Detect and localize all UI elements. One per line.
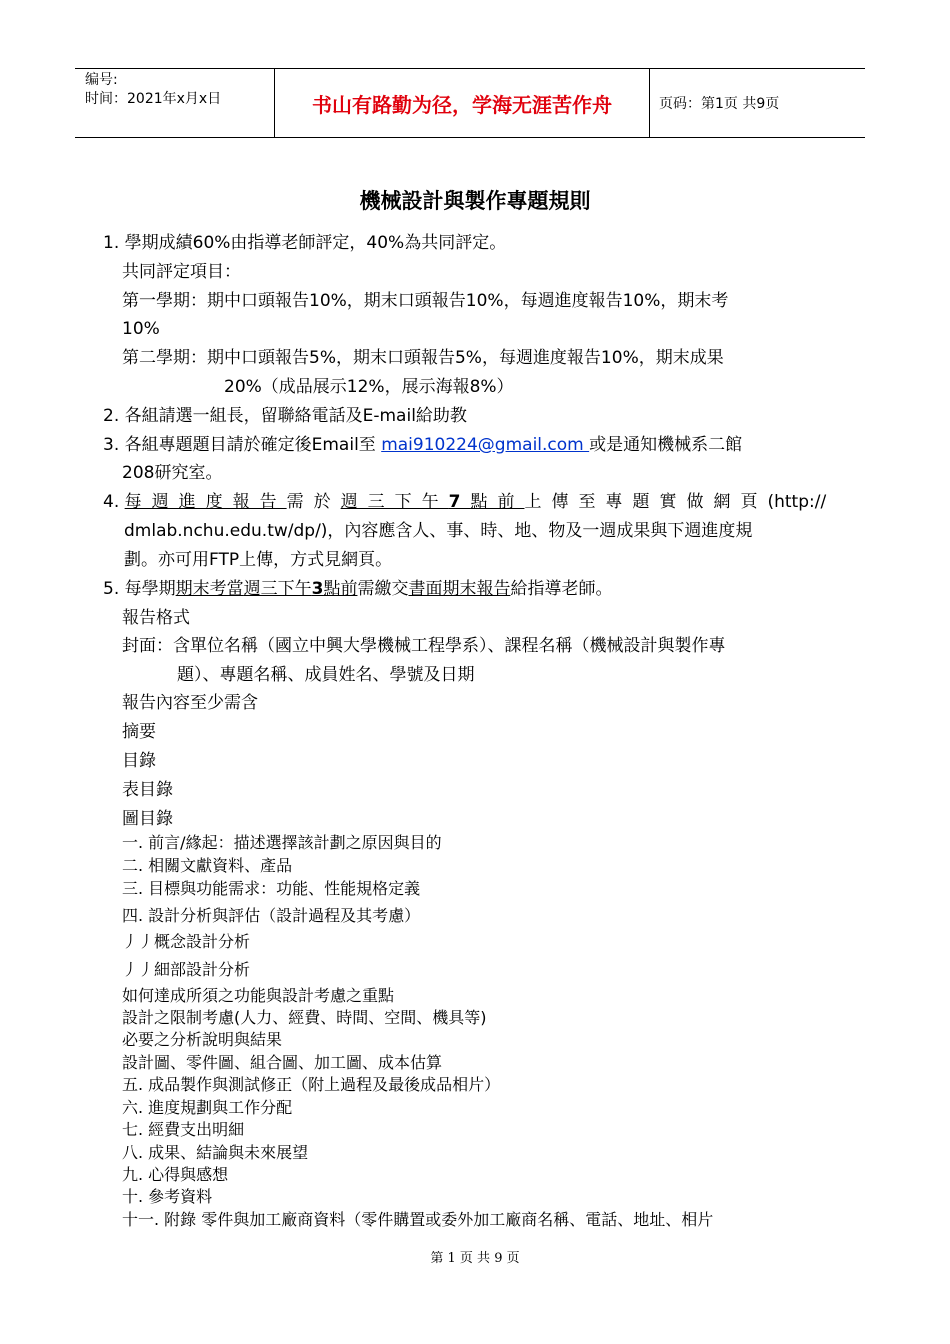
toc-item: 目錄 — [122, 751, 156, 771]
number-label: 编号: — [85, 72, 118, 88]
rule-4-weekly-report: 每週進度報告 — [124, 492, 287, 512]
table-list-item: 表目錄 — [122, 780, 173, 800]
detail-design-item: 丿丿細部設計分析 — [122, 960, 251, 979]
rule-4-hour: 7 — [448, 492, 471, 512]
semester-1-cont: 10% — [122, 319, 160, 339]
header-motto: 书山有路勤为径，学海无涯苦作舟 — [275, 69, 650, 137]
page-footer: 第 1 页 共 9 页 — [430, 1251, 520, 1266]
rule-5-f: 需繳交 — [357, 579, 409, 599]
cover-line-cont: 題）、專題名稱、成員姓名、學號及日期 — [177, 665, 475, 685]
document-title: 機械設計與製作專題規則 — [359, 189, 591, 213]
content-min-label: 報告內容至少需含 — [122, 693, 258, 713]
section-9: 九. 心得與感想 — [122, 1165, 229, 1184]
semester-1-line: 第一學期：期中口頭報告10%，期末口頭報告10%，每週進度報告10%，期末考 — [122, 291, 729, 311]
concept-design-item: 丿丿概念設計分析 — [122, 932, 251, 951]
rule-1: 1. 學期成績60%由指導老師評定，40%為共同評定。 — [103, 233, 507, 253]
rule-5-a: 5. 每學期 — [103, 579, 176, 599]
rule-3-text-b: 或是通知機械系二館 — [589, 435, 743, 455]
section-7: 七. 經費支出明細 — [122, 1120, 245, 1139]
design-limits-item: 設計之限制考慮(人力、經費、時間、空間、機具等) — [122, 1008, 487, 1027]
rule-4-cont-2: 劃。亦可用FTP上傳，方式見網頁。 — [124, 550, 393, 570]
section-4: 四. 設計分析與評估（設計過程及其考慮） — [122, 906, 421, 925]
rule-5-g: 書面期末報告 — [408, 579, 511, 599]
rule-3-cont: 208研究室。 — [122, 463, 223, 483]
rule-4 — [103, 491, 826, 513]
rule-4-cont-1: dmlab.nchu.edu.tw/dp/)，內容應含人、事、時、地、物及一週成果與下週進度規 — [124, 521, 753, 541]
time-label: 时间：2021年x月x日 — [85, 91, 222, 107]
semester-2-line: 第二學期：期中口頭報告5%，期末口頭報告5%，每週進度報告10%，期末成果 — [122, 348, 724, 368]
analysis-item: 必要之分析說明與結果 — [122, 1030, 283, 1049]
rule-5-b: 期末考當 — [175, 579, 244, 599]
common-eval-label: 共同評定項目： — [122, 262, 241, 282]
rule-5 — [103, 578, 612, 600]
email-link[interactable]: mai910224@gmail.com — [381, 435, 590, 455]
drawings-item: 設計圖、零件圖、組合圖、加工圖、成本估算 — [122, 1053, 443, 1072]
rule-4-num: 4. — [103, 492, 125, 512]
rule-2: 2. 各組請選一組長，留聯絡電話及E-mail給助教 — [103, 406, 467, 426]
section-2: 二. 相關文獻資料、產品 — [122, 856, 293, 875]
section-8: 八. 成果、結論與未來展望 — [122, 1143, 309, 1162]
rule-3 — [103, 434, 742, 456]
rule-5-d: 3 — [311, 579, 324, 599]
document-header — [75, 68, 865, 138]
rule-4-before: 點前 — [470, 492, 525, 512]
cover-line: 封面：含單位名稱（國立中興大學機械工程學系）、課程名稱（機械設計與製作專 — [122, 636, 726, 656]
section-3: 三. 目標與功能需求：功能、性能規格定義 — [122, 879, 421, 898]
header-page-label: 页码：第1页 共9页 — [659, 96, 780, 112]
rule-4-wed: 週三下午 — [340, 492, 449, 512]
figure-list-item: 圖目錄 — [122, 809, 173, 829]
design-focus-item: 如何達成所須之功能與設計考慮之重點 — [122, 986, 395, 1005]
section-1: 一. 前言/緣起：描述選擇該計劃之原因與目的 — [122, 833, 442, 852]
section-11: 十一. 附錄 零件與加工廠商資料（零件購置或委外加工廠商名稱、電話、地址、相片 — [122, 1210, 714, 1229]
rule-5-e: 點前 — [323, 579, 358, 599]
rule-4-upload: 上傳至專題實做網頁 — [524, 492, 768, 512]
rule-4-need: 需於 — [286, 492, 341, 512]
rule-5-c: 週三下午 — [243, 579, 312, 599]
semester-2-cont: 20%（成品展示12%，展示海報8%） — [224, 377, 514, 397]
section-6: 六. 進度規劃與工作分配 — [122, 1098, 293, 1117]
rule-4-url-start: (http:// — [767, 492, 827, 512]
section-10: 十. 參考資料 — [122, 1187, 213, 1206]
section-5: 五. 成品製作與測試修正（附上過程及最後成品相片） — [122, 1075, 501, 1094]
abstract-item: 摘要 — [122, 722, 156, 742]
report-format-label: 報告格式 — [122, 608, 190, 628]
rule-5-h: 給指導老師。 — [510, 579, 613, 599]
header-meta — [75, 69, 275, 137]
rule-3-text-a: 3. 各組專題題目請於確定後Email至 — [103, 435, 382, 455]
